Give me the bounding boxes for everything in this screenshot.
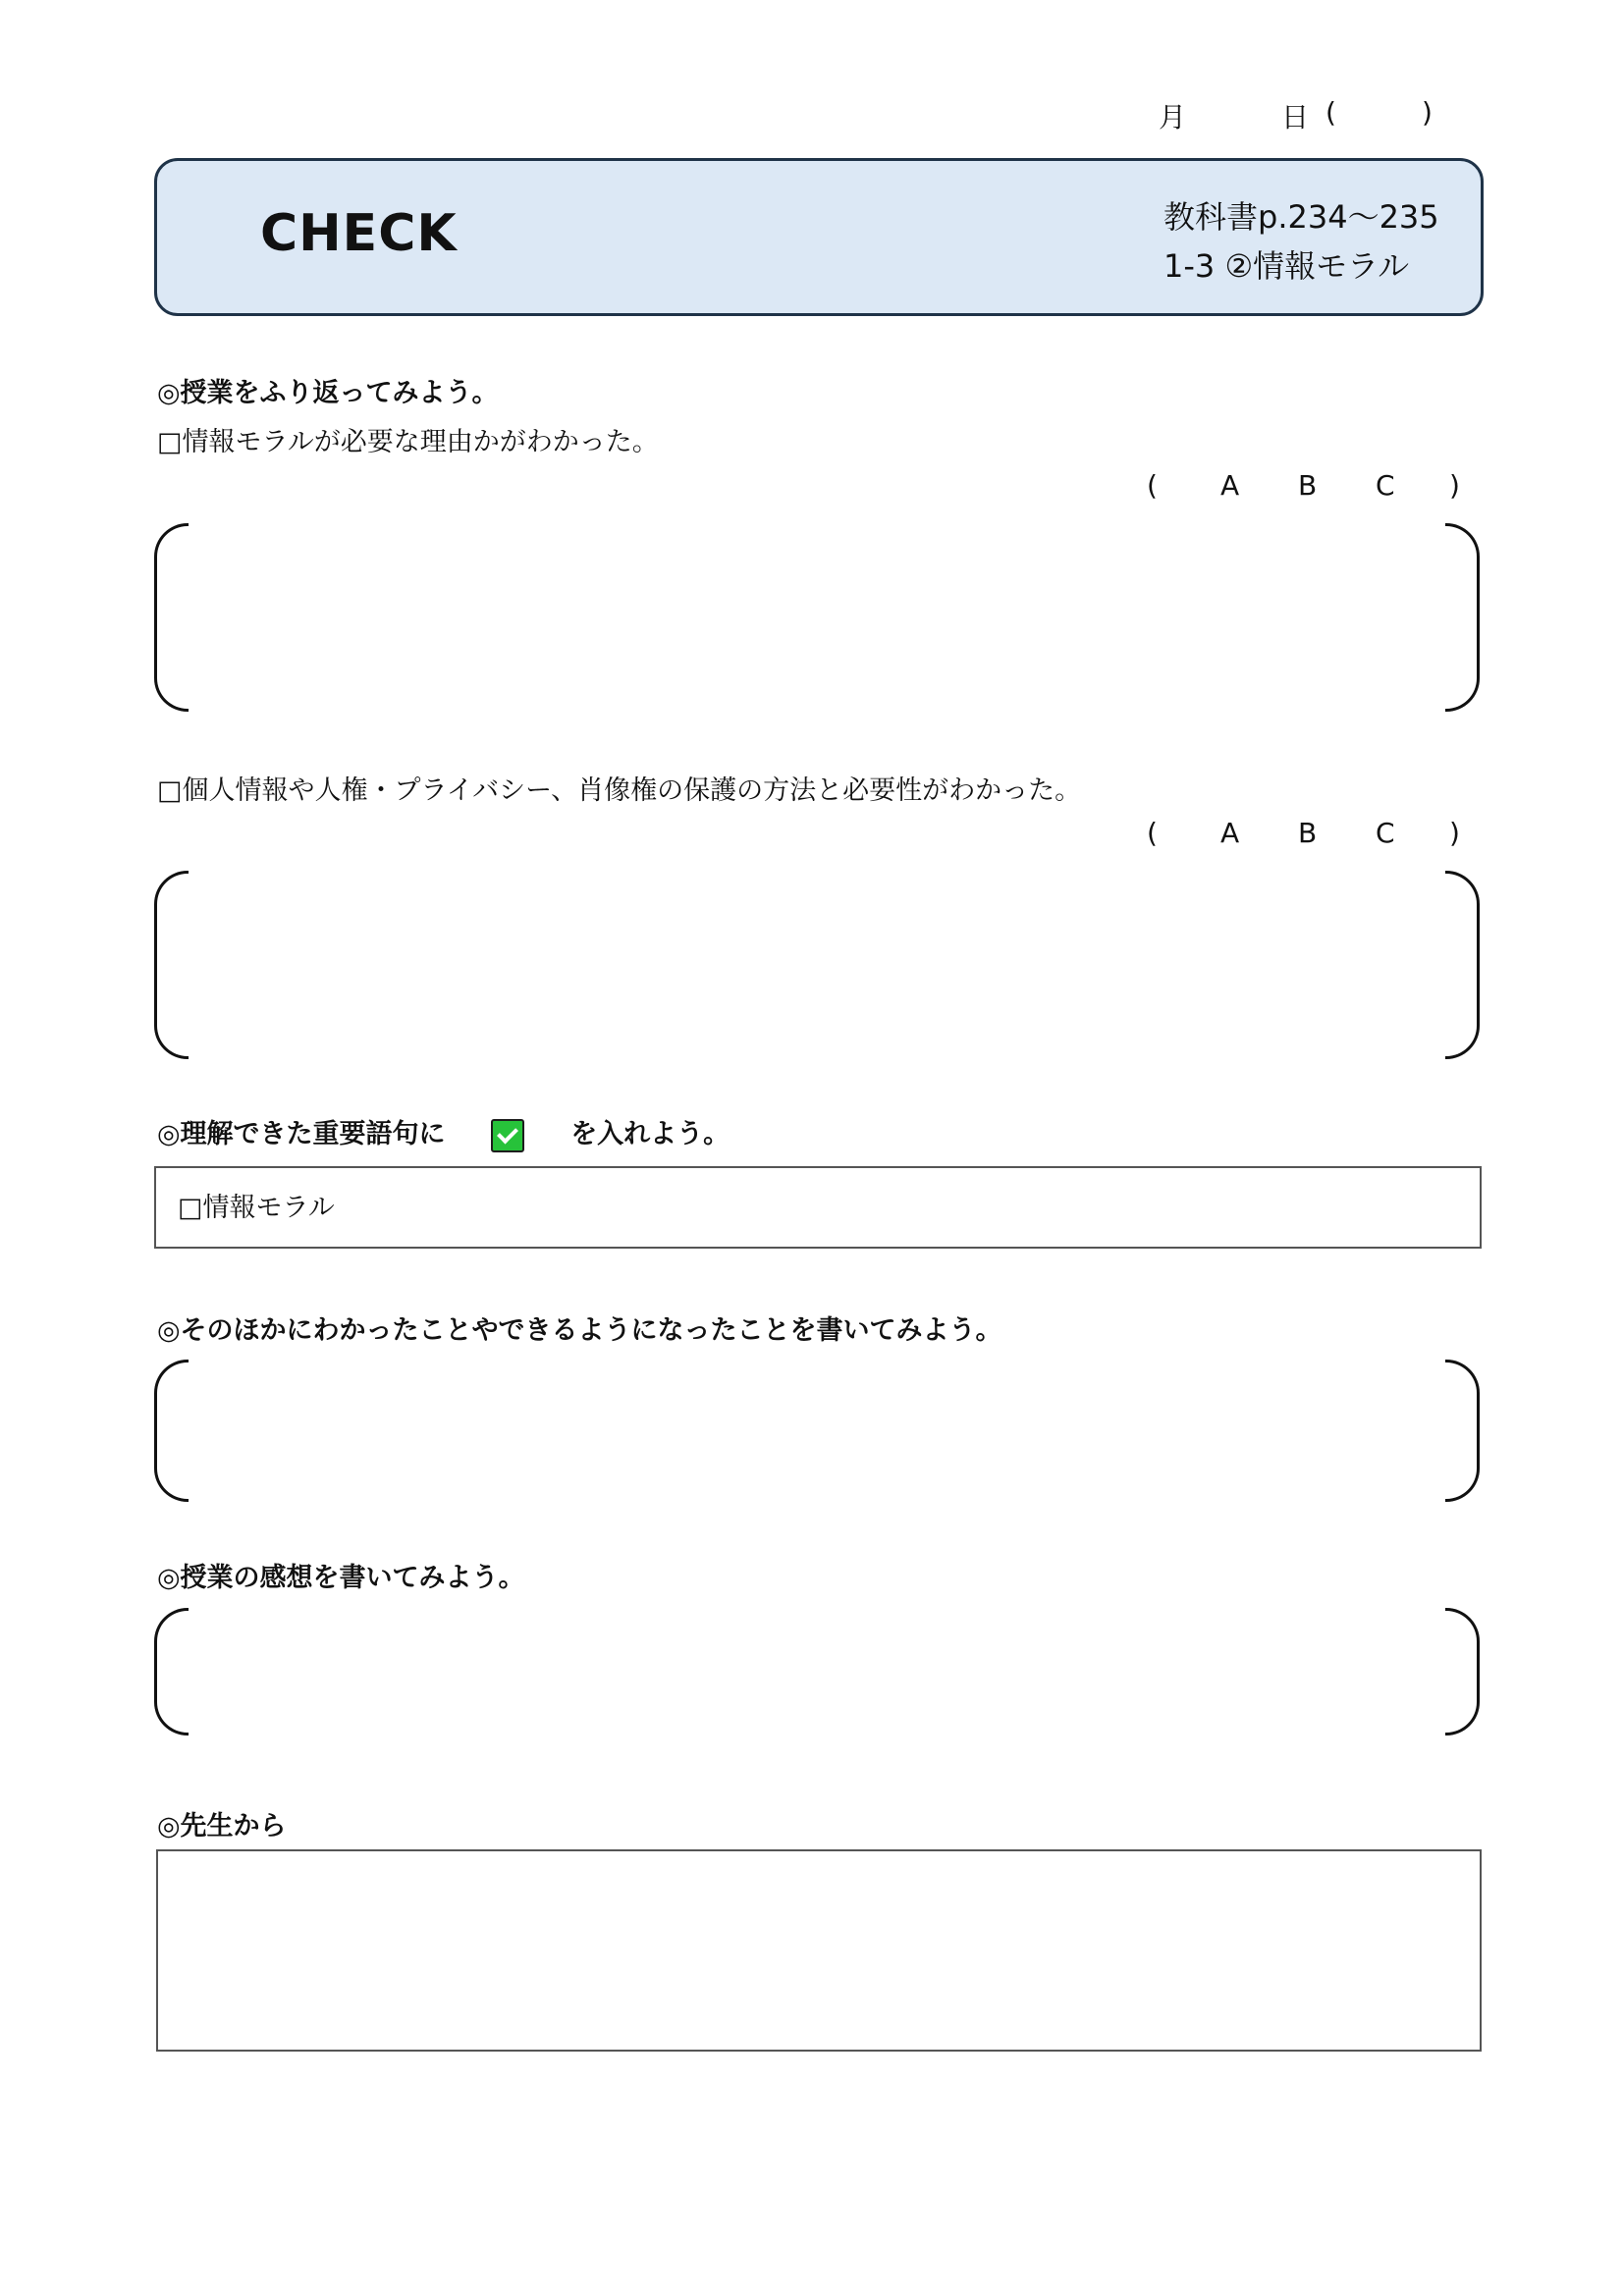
impressions-answer-area[interactable] (154, 1608, 1480, 1735)
terms-heading (157, 1112, 730, 1152)
rating-option-b[interactable]: B (1298, 817, 1318, 849)
rating-option-a[interactable]: A (1220, 817, 1240, 849)
rating-option-c[interactable]: C (1376, 817, 1395, 849)
impressions-heading: ◎授業の感想を書いてみよう。 (157, 1563, 525, 1593)
left-bracket (154, 871, 189, 1059)
review-answer-area-1[interactable] (154, 523, 1480, 712)
right-bracket (1445, 523, 1480, 712)
date-line (1159, 96, 1453, 135)
other-learnings-answer-area[interactable] (154, 1360, 1480, 1502)
rating-option-b[interactable]: B (1298, 469, 1318, 502)
weekday-paren-open: ( (1325, 96, 1336, 129)
right-bracket (1445, 1360, 1480, 1502)
rating-option-c[interactable]: C (1376, 469, 1395, 502)
review-heading: ◎授業をふり返ってみよう。 (157, 378, 499, 408)
terms-heading-after: を入れよう。 (570, 1119, 730, 1149)
terms-heading-before: ◎理解できた重要語句に (157, 1119, 446, 1149)
left-bracket (154, 1360, 189, 1502)
left-bracket (154, 523, 189, 712)
header-reference (1163, 192, 1439, 291)
review-item-2[interactable]: □個人情報や人権・プライバシー、肖像権の保護の方法と必要性がわかった。 (157, 775, 1082, 806)
rating-paren-close: ) (1449, 817, 1460, 849)
rating-scale-1[interactable] (1147, 469, 1466, 508)
month-label: 月 (1159, 101, 1187, 133)
rating-paren-open: ( (1147, 817, 1158, 849)
header-banner (154, 158, 1484, 316)
rating-paren-open: ( (1147, 469, 1158, 502)
right-bracket (1445, 871, 1480, 1059)
term-item-1[interactable]: □情報モラル (178, 1193, 335, 1223)
day-label: 日 (1281, 101, 1310, 133)
rating-scale-2[interactable] (1147, 817, 1466, 856)
rating-paren-close: ) (1449, 469, 1460, 502)
page-title: CHECK (260, 204, 458, 263)
lesson-title: 1-3 ②情報モラル (1163, 247, 1410, 285)
review-answer-area-2[interactable] (154, 871, 1480, 1059)
textbook-reference: 教科書p.234～235 (1163, 198, 1439, 236)
terms-box (154, 1166, 1482, 1249)
other-learnings-heading: ◎そのほかにわかったことやできるようになったことを書いてみよう。 (157, 1315, 1002, 1346)
review-item-1[interactable]: □情報モラルが必要な理由かがわかった。 (157, 427, 659, 457)
left-bracket (154, 1608, 189, 1735)
weekday-paren-close: ) (1422, 96, 1433, 129)
teacher-comment-box[interactable] (156, 1849, 1482, 2052)
right-bracket (1445, 1608, 1480, 1735)
teacher-heading: ◎先生から (157, 1811, 287, 1842)
green-checkbox-icon (491, 1119, 524, 1152)
rating-option-a[interactable]: A (1220, 469, 1240, 502)
